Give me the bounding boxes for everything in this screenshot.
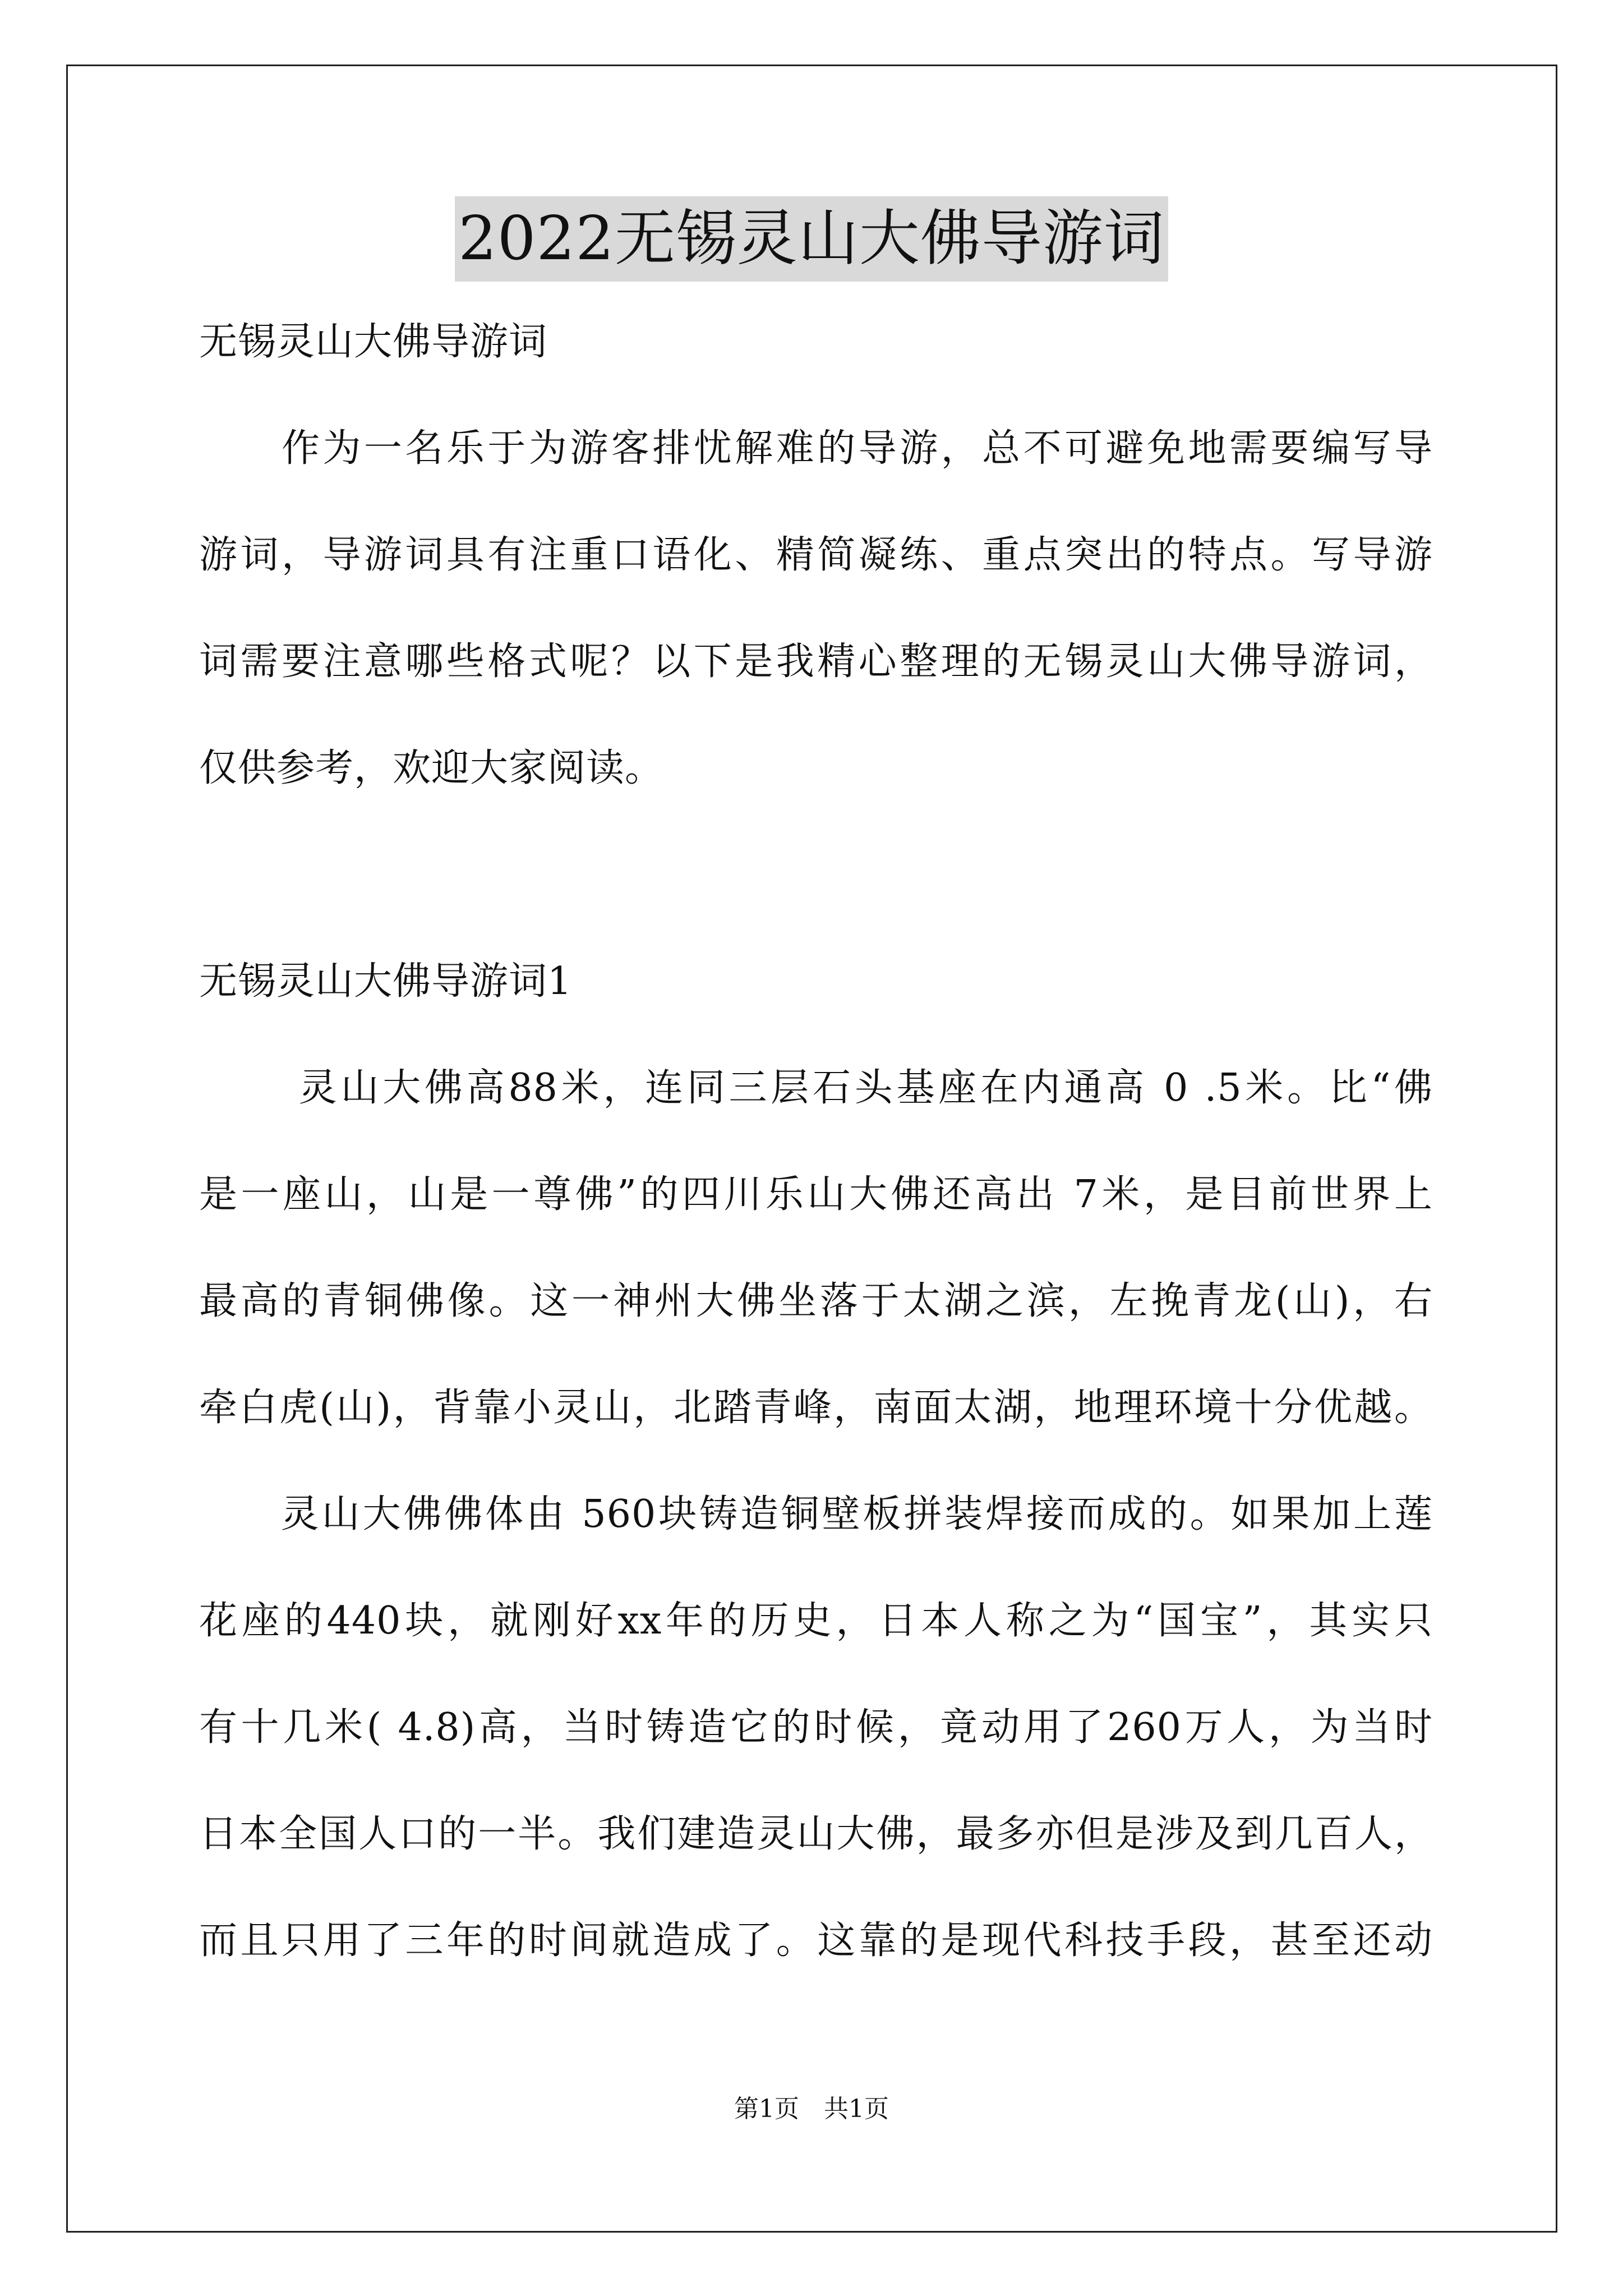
section-heading-intro: 无锡灵山大佛导游词 <box>199 320 548 364</box>
paragraph-line: 最高的青铜佛像。这一神州大佛坐落于太湖之滨，左挽青龙(山)，右 <box>199 1279 1433 1323</box>
paragraph-line: 牵白虎(山)，背靠小灵山，北踏青峰，南面太湖，地理环境十分优越。 <box>199 1386 1433 1430</box>
paragraph-line: 而且只用了三年的时间就造成了。这靠的是现代科技手段，甚至还动 <box>199 1918 1433 1963</box>
paragraph-line: 日本全国人口的一半。我们建造灵山大佛，最多亦但是涉及到几百人， <box>199 1812 1433 1856</box>
title-container <box>0 196 1623 282</box>
page-border <box>66 65 1557 2233</box>
paragraph-line: 仅供参考，欢迎大家阅读。 <box>199 746 664 790</box>
paragraph-line: 花座的440块，就刚好xx年的历史，日本人称之为“国宝”，其实只 <box>199 1599 1433 1643</box>
paragraph-line: 游词，导游词具有注重口语化、精简凝练、重点突出的特点。写导游 <box>199 533 1433 577</box>
paragraph-line: 是一座山，山是一尊佛”的四川乐山大佛还高出 7米，是目前世界上 <box>199 1172 1433 1217</box>
paragraph-line: 词需要注意哪些格式呢？以下是我精心整理的无锡灵山大佛导游词， <box>199 639 1433 684</box>
page-number-footer: 第1页 共1页 <box>734 2095 889 2123</box>
paragraph-line: 灵山大佛佛体由 560块铸造铜壁板拼装焊接而成的。如果加上莲 <box>199 1492 1433 1536</box>
paragraph-line: 灵山大佛高88米，连同三层石头基座在内通高 0 .5米。比“佛 <box>199 1066 1433 1110</box>
paragraph-line: 作为一名乐于为游客排忧解难的导游，总不可避免地需要编写导 <box>199 426 1433 471</box>
section-heading-1: 无锡灵山大佛导游词1 <box>199 959 573 1004</box>
paragraph-line: 有十几米( 4.8)高，当时铸造它的时候，竟动用了260万人，为当时 <box>199 1705 1433 1750</box>
document-title: 2022无锡灵山大佛导游词 <box>455 196 1168 282</box>
